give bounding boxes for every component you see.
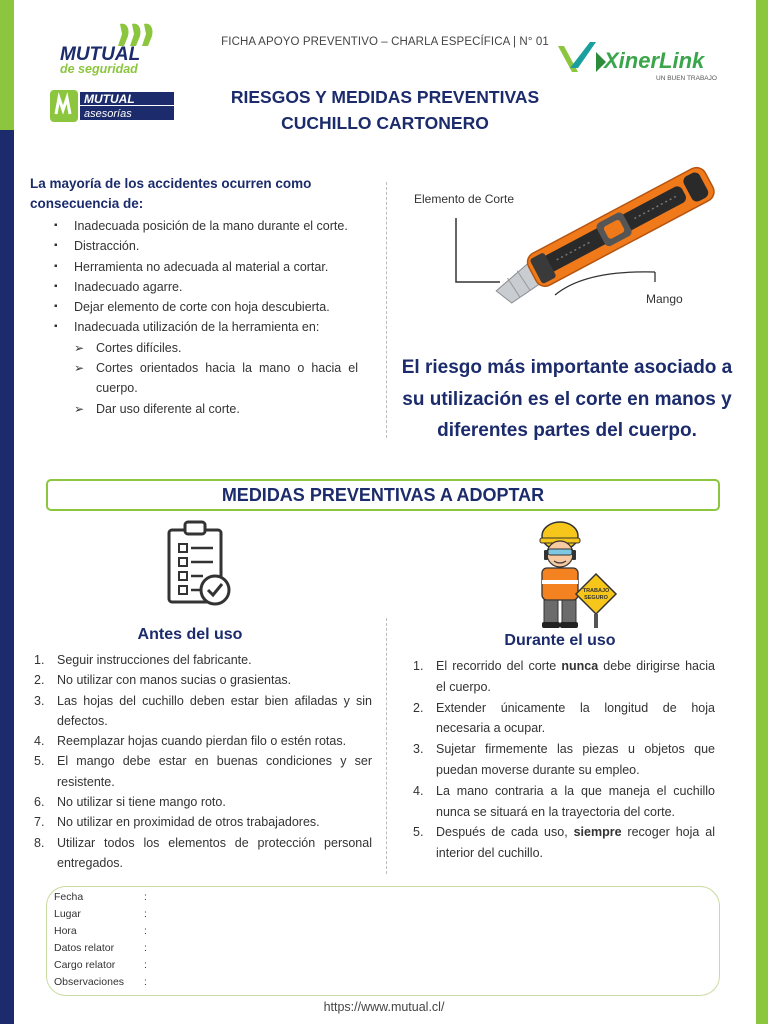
svg-text:SEGURO: SEGURO bbox=[584, 595, 608, 601]
box-cutter-illustration bbox=[400, 150, 750, 350]
mutual-logo bbox=[58, 20, 178, 82]
antes-item: 2. No utilizar con manos sucias o grasientas. bbox=[34, 673, 292, 688]
info-box bbox=[46, 886, 720, 996]
info-label: Hora bbox=[54, 925, 77, 937]
svg-text:UN BUEN TRABAJO: UN BUEN TRABAJO bbox=[656, 75, 717, 82]
cause-item: ▪ Inadecuado agarre. bbox=[52, 277, 358, 297]
durante-item: 5. Después de cada uso, siempre recoger hoja al interior del cuchillo. bbox=[413, 825, 715, 861]
durante-item: 2. Extender únicamente la longitud de hoja necesaria a ocupar. bbox=[413, 700, 715, 736]
info-row[interactable]: Lugar : bbox=[54, 908, 147, 920]
info-label: Lugar bbox=[54, 908, 81, 920]
info-label: Observaciones bbox=[54, 976, 125, 988]
intro-heading: La mayoría de los accidentes ocurren como consecuencia de: bbox=[30, 176, 312, 211]
vertical-divider-top bbox=[386, 182, 387, 438]
info-row[interactable]: Observaciones : bbox=[54, 976, 147, 988]
antes-item: 1. Seguir instrucciones del fabricante. bbox=[34, 653, 252, 667]
section-banner: MEDIDAS PREVENTIVAS A ADOPTAR bbox=[46, 479, 720, 511]
antes-item: 4. Reemplazar hojas cuando pierdan filo o estén rotas. bbox=[34, 734, 347, 749]
antes-list bbox=[34, 650, 372, 873]
ficha-header: FICHA APOYO PREVENTIVO – CHARLA ESPECÍFICA | N° 01 bbox=[221, 36, 549, 48]
vertical-divider-bottom bbox=[386, 618, 387, 874]
cause-item: ▪ Herramienta no adecuada al material a cortar. bbox=[52, 257, 358, 277]
sub-cause-item: ➢ Dar uso diferente al corte. bbox=[52, 399, 358, 419]
info-label: Fecha bbox=[54, 891, 84, 903]
clipboard-checklist-icon bbox=[163, 518, 233, 610]
svg-text:MUTUAL: MUTUAL bbox=[60, 44, 141, 65]
antes-heading: Antes del uso bbox=[137, 626, 243, 643]
svg-text:asesorías: asesorías bbox=[84, 108, 132, 120]
left-green-stripe bbox=[0, 0, 14, 130]
cause-item: ▪ Inadecuada posición de la mano durante el corte. bbox=[52, 216, 358, 236]
svg-text:XinerLink: XinerLink bbox=[604, 48, 705, 73]
risk-statement: El riesgo más importante asociado a su utilización es el corte en manos y diferentes partes del cuerpo. bbox=[401, 357, 733, 441]
knife-blade bbox=[489, 164, 718, 308]
safety-worker-illustration bbox=[530, 516, 620, 630]
label-mango: Mango bbox=[646, 292, 683, 306]
info-row[interactable]: Cargo relator : bbox=[54, 959, 147, 971]
cause-item: ▪ Distracción. bbox=[52, 236, 358, 256]
info-row[interactable]: Datos relator : bbox=[54, 942, 147, 954]
antes-item: 3. Las hojas del cuchillo deben estar bien afiladas y sin defectos. bbox=[34, 693, 372, 728]
sub-cause-item: ➢ Cortes difíciles. bbox=[52, 338, 358, 358]
info-row[interactable]: Hora : bbox=[54, 925, 147, 937]
worker-sign-text: TRABAJO bbox=[582, 588, 610, 594]
info-row[interactable]: Fecha : bbox=[54, 891, 147, 903]
durante-item: 4. La mano contraria a la que maneja el cuchillo nunca se situará en la trayectoria del corte. bbox=[413, 783, 715, 819]
cause-item: ▪ Inadecuada utilización de la herramienta en: bbox=[52, 317, 358, 337]
antes-item: 8. Utilizar todos los elementos de protección personal entregados. bbox=[34, 835, 372, 870]
right-green-stripe bbox=[756, 0, 768, 1024]
mutual-asesorias-logo bbox=[48, 88, 176, 124]
label-elemento-corte: Elemento de Corte bbox=[414, 192, 515, 206]
causes-list bbox=[52, 216, 358, 419]
durante-heading: Durante el uso bbox=[504, 632, 616, 649]
page-title bbox=[190, 84, 580, 136]
antes-item: 7. No utilizar en proximidad de otros trabajadores. bbox=[34, 815, 320, 830]
durante-list bbox=[413, 656, 715, 864]
antes-item: 5. El mango debe estar en buenas condiciones y ser resistente. bbox=[34, 754, 372, 789]
durante-item: 3. Sujetar firmemente las piezas u objetos que puedan moverse durante su empleo. bbox=[413, 742, 715, 777]
cause-item: ▪ Dejar elemento de corte con hoja descubierta. bbox=[52, 297, 358, 317]
durante-item: 1. El recorrido del corte nunca debe dirigirse hacia el cuerpo. bbox=[413, 659, 715, 694]
svg-text:de seguridad: de seguridad bbox=[60, 62, 138, 76]
info-label: Datos relator bbox=[54, 942, 115, 954]
svg-text:MUTUAL: MUTUAL bbox=[84, 92, 135, 106]
left-navy-stripe bbox=[0, 130, 14, 1024]
title-line-2: CUCHILLO CARTONERO bbox=[281, 113, 489, 133]
title-line-1: RIESGOS Y MEDIDAS PREVENTIVAS bbox=[230, 87, 540, 107]
xinerlink-logo bbox=[556, 38, 746, 84]
sub-cause-item: ➢ Cortes orientados hacia la mano o hacia el cuerpo. bbox=[52, 358, 358, 399]
antes-item: 6. No utilizar si tiene mango roto. bbox=[34, 795, 226, 810]
footer-url[interactable]: https://www.mutual.cl/ bbox=[323, 1000, 445, 1014]
info-label: Cargo relator bbox=[54, 959, 116, 971]
